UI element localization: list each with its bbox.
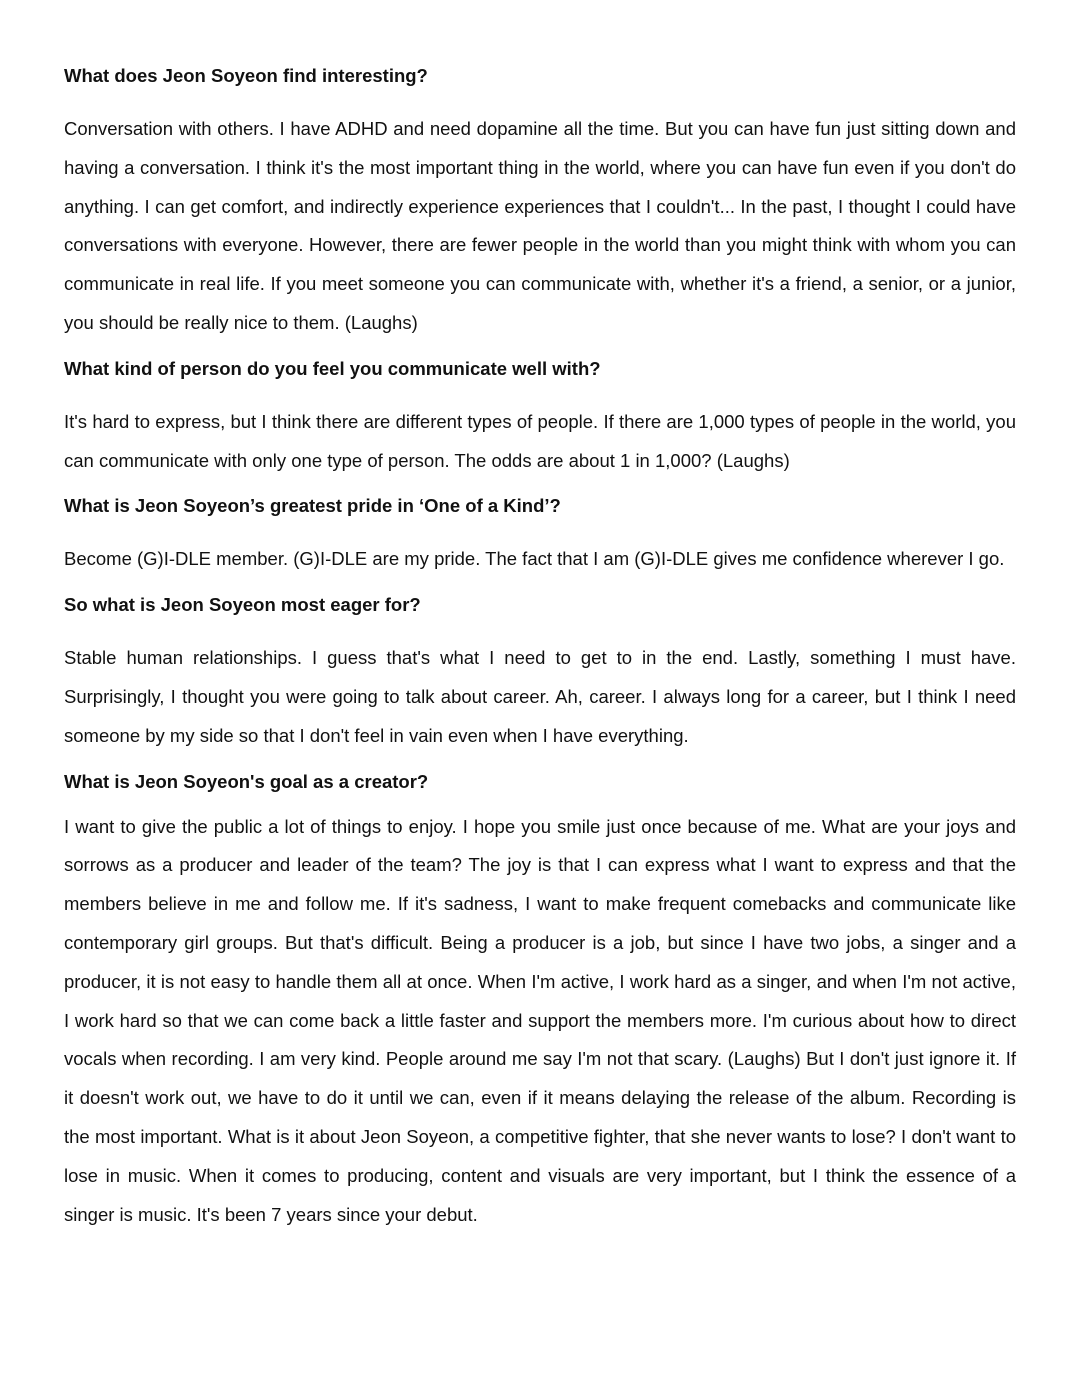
answer-paragraph: I want to give the public a lot of things to enjoy. I hope you smile just once because of me. What are your joys and sorrows as a producer and leader of the team? The joy is that I can express what I want to express and that the members believe in me and follow me. If it's sadness, I want to make frequent comebacks and communicate like contemporary girl groups. But that's difficult. Being a producer is a job, but since I have two jobs, a singer and a producer, it is not easy to handle them all at once. When I'm active, I work hard as a singer, and when I'm not active, I work hard so that we can come back a little faster and support the members more. I'm curious about how to direct vocals when recording. I am very kind. People around me say I'm not that scary. (Laughs) But I don't just ignore it. If it doesn't work out, we have to do it until we can, even if it means delaying the release of the album. Recording is the most important. What is it about Jeon Soyeon, a competitive fighter, that she never wants to lose? I don't want to lose in music. When it comes to producing, content and visuals are very important, but I think the essence of a singer is music. It's been 7 years since your debut. xyxy=(64,815,1016,1225)
question-heading: What is Jeon Soyeon’s greatest pride in ‘One of a Kind’? xyxy=(64,495,561,517)
qa-section-1 xyxy=(64,62,1016,343)
question-heading: What is Jeon Soyeon's goal as a creator? xyxy=(64,770,429,792)
document-page xyxy=(64,62,1016,1246)
question-heading: So what is Jeon Soyeon most eager for? xyxy=(64,594,421,616)
question-heading: What does Jeon Soyeon find interesting? xyxy=(64,65,428,86)
answer-paragraph: Stable human relationships. I guess that's what I need to get to in the end. Lastly, something I must have. Surprisingly, I thought you were going to talk about career. Ah, career. I always long for a career, but I think I need someone by my side so that I don't feel in vain even when I have everything. xyxy=(64,647,1016,746)
question-heading: What kind of person do you feel you communicate well with? xyxy=(64,357,601,379)
qa-section-4 xyxy=(64,591,1016,755)
qa-section-5 xyxy=(64,768,1016,1235)
answer-paragraph: Conversation with others. I have ADHD and need dopamine all the time. But you can have fun just sitting down and having a conversation. I think it's the most important thing in the world, where you can have fun even if you don't do anything. I can get comfort, and indirectly experience experiences that I couldn't... In the past, I thought I could have conversations with everyone. However, there are fewer people in the world than you might think with whom you can communicate in real life. If you meet someone you can communicate with, whether it's a friend, a senior, or a junior, you should be really nice to them. (Laughs) xyxy=(64,118,1016,333)
qa-section-3 xyxy=(64,492,1016,579)
answer-paragraph: Become (G)I-DLE member. (G)I-DLE are my pride. The fact that I am (G)I-DLE gives me confidence wherever I go. xyxy=(64,548,1005,570)
qa-section-2 xyxy=(64,355,1016,481)
answer-paragraph: It's hard to express, but I think there are different types of people. If there are 1,000 types of people in the world, you can communicate with only one type of person. The odds are about 1 in 1,000? (Laughs) xyxy=(64,410,1016,471)
